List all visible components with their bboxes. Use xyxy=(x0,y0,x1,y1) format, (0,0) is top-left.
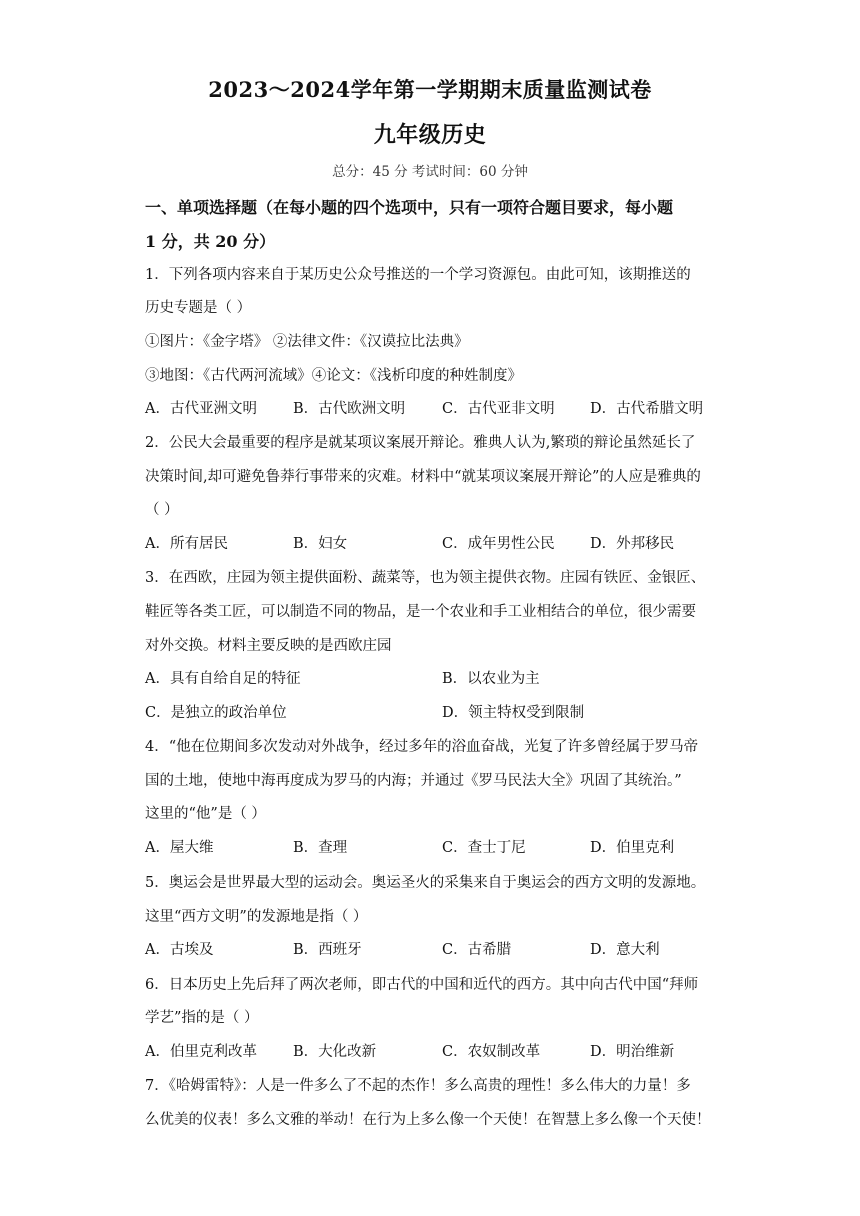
q4-stem: 4．“他在位期间多次发动对外战争，经过多年的浴血奋战，光复了许多曾经属于罗马帝 xyxy=(145,739,699,755)
q6-option-c[interactable]: C．农奴制改革 xyxy=(442,1044,541,1060)
q2-option-c[interactable]: C．成年男性公民 xyxy=(442,536,555,552)
q6-stem: 学艺”指的是（ ） xyxy=(145,1010,259,1026)
q3-stem: 3．在西欧，庄园为领主提供面粉、蔬菜等，也为领主提供衣物。庄园有铁匠、金银匠、 xyxy=(145,570,706,586)
section-heading-cont: 1 分，共 20 分） xyxy=(145,232,276,251)
q4-stem: 这里的“他”是（ ） xyxy=(145,806,266,822)
q3-stem: 对外交换。材料主要反映的是西欧庄园 xyxy=(145,638,392,654)
q2-stem: 2．公民大会最重要的程序是就某项议案展开辩论。雅典人认为,繁琐的辩论虽然延长了 xyxy=(145,435,696,451)
q6-option-a[interactable]: A．伯里克利改革 xyxy=(145,1044,257,1060)
q4-stem: 国的土地，使地中海再度成为罗马的内海；并通过《罗马民法大全》巩固了其统治。” xyxy=(145,773,682,789)
q2-option-d[interactable]: D．外邦移民 xyxy=(590,536,675,552)
exam-meta: 总分：45 分 考试时间：60 分钟 xyxy=(332,164,528,180)
q5-stem: 5．奥运会是世界最大型的运动会。奥运圣火的采集来自于奥运会的西方文明的发源地。 xyxy=(145,875,706,891)
q5-option-c[interactable]: C．古希腊 xyxy=(442,942,512,958)
q3-option-d[interactable]: D．领主特权受到限制 xyxy=(442,705,585,721)
q5-option-a[interactable]: A．古埃及 xyxy=(145,942,214,958)
section-heading: 一、单项选择题（在每小题的四个选项中，只有一项符合题目要求，每小题 xyxy=(145,198,674,217)
q5-option-b[interactable]: B．西班牙 xyxy=(293,942,362,958)
q3-stem: 鞋匠等各类工匠，可以制造不同的物品，是一个农业和手工业相结合的单位，很少需要 xyxy=(145,604,696,620)
q6-option-b[interactable]: B．大化改新 xyxy=(293,1044,377,1060)
q4-option-d[interactable]: D．伯里克利 xyxy=(590,840,675,856)
q2-option-a[interactable]: A．所有居民 xyxy=(145,536,228,552)
q5-stem: 这里“西方文明”的发源地是指（ ） xyxy=(145,909,368,925)
q4-option-a[interactable]: A．屋大维 xyxy=(145,840,214,856)
q3-option-c[interactable]: C．是独立的政治单位 xyxy=(145,705,287,721)
q2-stem: （ ） xyxy=(145,502,179,518)
q2-option-b[interactable]: B．妇女 xyxy=(293,536,348,552)
q3-option-a[interactable]: A．具有自给自足的特征 xyxy=(145,671,301,687)
q1-option-d[interactable]: D．古代希腊文明 xyxy=(590,401,704,417)
q7-stem: 么优美的仪表！多么文雅的举动！在行为上多么像一个天使！在智慧上多么像一个天使！ xyxy=(145,1112,711,1128)
q1-option-a[interactable]: A．古代亚洲文明 xyxy=(145,401,257,417)
q6-option-d[interactable]: D．明治维新 xyxy=(590,1044,675,1060)
q4-option-c[interactable]: C．查士丁尼 xyxy=(442,840,526,856)
q3-option-b[interactable]: B．以农业为主 xyxy=(442,671,540,687)
q5-option-d[interactable]: D．意大利 xyxy=(590,942,660,958)
q1-material: ①图片：《金字塔》 ②法律文件：《汉谟拉比法典》 xyxy=(145,334,469,350)
exam-subtitle: 九年级历史 xyxy=(373,122,487,148)
q2-stem: 决策时间,却可避免鲁莽行事带来的灾难。材料中“就某项议案展开辩论”的人应是雅典的 xyxy=(145,469,701,485)
q6-stem: 6．日本历史上先后拜了两次老师，即古代的中国和近代的西方。其中向古代中国“拜师 xyxy=(145,977,699,993)
q4-option-b[interactable]: B．查理 xyxy=(293,840,348,856)
q1-option-c[interactable]: C．古代亚非文明 xyxy=(442,401,555,417)
exam-title: 2023～2024学年第一学期期末质量监测试卷 xyxy=(208,77,652,102)
q1-option-b[interactable]: B．古代欧洲文明 xyxy=(293,401,406,417)
q1-material: ③地图：《古代两河流域》④论文：《浅析印度的种姓制度》 xyxy=(145,368,522,384)
q1-stem: 1．下列各项内容来自于某历史公众号推送的一个学习资源包。由此可知，该期推送的 xyxy=(145,267,691,283)
q1-stem: 历史专题是（ ） xyxy=(145,300,252,316)
q7-stem: 7．《哈姆雷特》：人是一件多么了不起的杰作！多么高贵的理性！多么伟大的力量！多 xyxy=(145,1078,691,1094)
